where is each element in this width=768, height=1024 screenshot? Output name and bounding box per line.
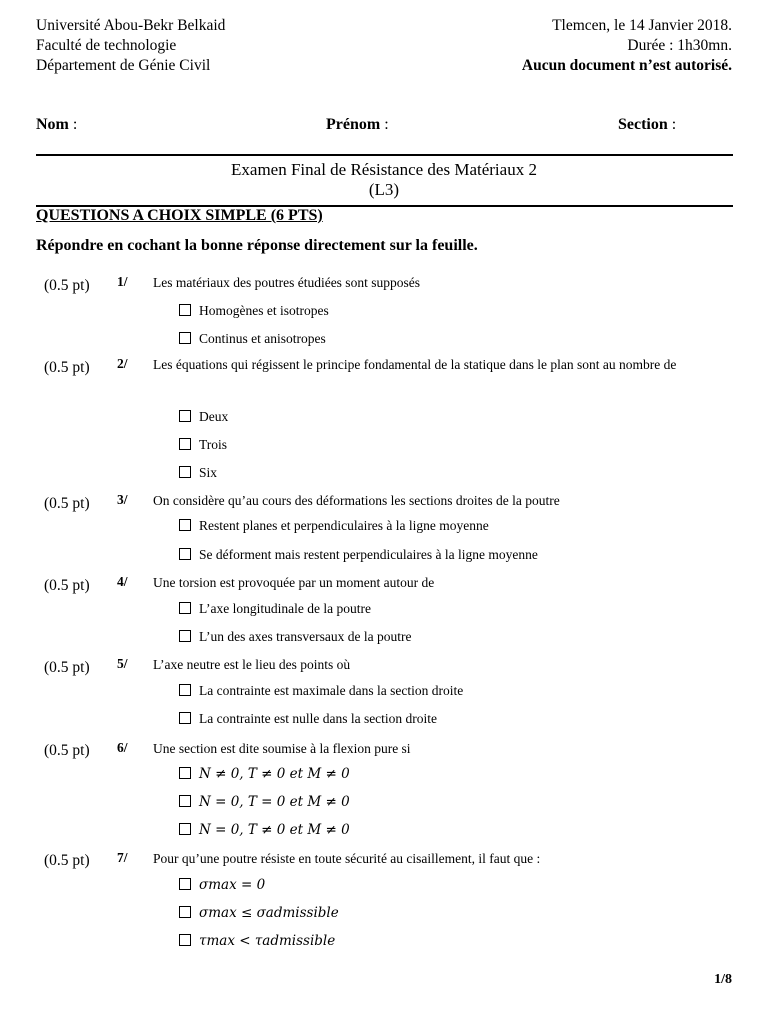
checkbox-icon[interactable] xyxy=(179,795,191,807)
checkbox-icon[interactable] xyxy=(179,304,191,316)
checkbox-icon[interactable] xyxy=(179,684,191,696)
checkbox-icon[interactable] xyxy=(179,630,191,642)
checkbox-icon[interactable] xyxy=(179,823,191,835)
question-number: 6/ xyxy=(117,740,128,755)
department-name: Département de Génie Civil xyxy=(36,57,211,74)
question-number: 4/ xyxy=(117,574,128,589)
faculty-name: Faculté de technologie xyxy=(36,37,177,54)
question-text: L’axe neutre est le lieu des points où xyxy=(153,657,351,672)
checkbox-icon[interactable] xyxy=(179,934,191,946)
checkbox-icon[interactable] xyxy=(179,906,191,918)
section-heading: QUESTIONS A CHOIX SIMPLE (6 PTS) xyxy=(36,207,323,224)
option-checkbox[interactable]: σmax ≤ σadmissible xyxy=(179,905,339,921)
university-name: Université Abou-Bekr Belkaid xyxy=(36,17,226,34)
question-points: (0.5 pt) xyxy=(44,359,90,376)
question-points: (0.5 pt) xyxy=(44,577,90,594)
question-points: (0.5 pt) xyxy=(44,659,90,676)
exam-title: Examen Final de Résistance des Matériaux 2 (L3) xyxy=(231,160,537,199)
option-checkbox[interactable]: La contrainte est nulle dans la section droite xyxy=(179,711,437,727)
question-text: Les matériaux des poutres étudiées sont supposés xyxy=(153,275,420,290)
checkbox-icon[interactable] xyxy=(179,332,191,344)
checkbox-icon[interactable] xyxy=(179,712,191,724)
option-checkbox[interactable]: τmax < τadmissible xyxy=(179,933,335,949)
header-exam-info xyxy=(522,16,732,76)
option-checkbox[interactable]: N ≠ 0, T ≠ 0 et M ≠ 0 xyxy=(179,766,350,782)
title-top-rule xyxy=(36,154,733,156)
option-checkbox[interactable]: σmax = 0 xyxy=(179,877,265,893)
documents-notice: Aucun document n’est autorisé. xyxy=(521,57,732,74)
option-checkbox[interactable]: L’axe longitudinale de la poutre xyxy=(179,601,371,617)
option-checkbox[interactable]: La contrainte est maximale dans la section droite xyxy=(179,683,463,699)
question-text: Les équations qui régissent le principe fondamental de la statique dans le plan sont au nombre de xyxy=(153,357,677,372)
question-text: Une torsion est provoquée par un moment autour de xyxy=(153,575,435,590)
nom-field[interactable]: Nom : xyxy=(36,116,78,133)
question-points: (0.5 pt) xyxy=(44,495,90,512)
checkbox-icon[interactable] xyxy=(179,466,191,478)
option-checkbox[interactable]: N = 0, T ≠ 0 et M ≠ 0 xyxy=(179,822,350,838)
question-number: 3/ xyxy=(117,492,128,507)
option-checkbox[interactable]: Deux xyxy=(179,409,228,425)
checkbox-icon[interactable] xyxy=(179,767,191,779)
prenom-label: Prénom xyxy=(326,116,381,133)
question-number: 2/ xyxy=(117,356,128,371)
question-points: (0.5 pt) xyxy=(44,852,90,869)
question-text: Une section est dite soumise à la flexion pure si xyxy=(153,741,411,756)
checkbox-icon[interactable] xyxy=(179,548,191,560)
section-field[interactable]: Section : xyxy=(618,116,677,133)
question-number: 5/ xyxy=(117,656,128,671)
section-label: Section xyxy=(618,116,668,133)
question-number: 7/ xyxy=(117,850,128,865)
prenom-field[interactable]: Prénom : xyxy=(326,116,389,133)
nom-label: Nom xyxy=(36,116,69,133)
option-checkbox[interactable]: Restent planes et perpendiculaires à la ligne moyenne xyxy=(179,518,489,534)
exam-date: Tlemcen, le 14 Janvier 2018. xyxy=(552,17,732,34)
header-institution xyxy=(36,16,225,76)
option-checkbox[interactable]: L’un des axes transversaux de la poutre xyxy=(179,629,411,645)
option-checkbox[interactable]: Homogènes et isotropes xyxy=(179,303,329,319)
checkbox-icon[interactable] xyxy=(179,602,191,614)
page-number: 1/8 xyxy=(714,972,732,987)
exam-duration: Durée : 1h30mn. xyxy=(627,37,732,54)
question-points: (0.5 pt) xyxy=(44,277,90,294)
option-checkbox[interactable]: Se déforment mais restent perpendiculaires à la ligne moyenne xyxy=(179,547,538,563)
option-checkbox[interactable]: N = 0, T = 0 et M ≠ 0 xyxy=(179,794,350,810)
question-text: On considère qu’au cours des déformations les sections droites de la poutre xyxy=(153,493,560,508)
question-number: 1/ xyxy=(117,274,128,289)
option-checkbox[interactable]: Continus et anisotropes xyxy=(179,331,326,347)
option-checkbox[interactable]: Trois xyxy=(179,437,227,453)
checkbox-icon[interactable] xyxy=(179,519,191,531)
question-text: Pour qu’une poutre résiste en toute sécurité au cisaillement, il faut que : xyxy=(153,851,541,866)
instruction-text: Répondre en cochant la bonne réponse directement sur la feuille. xyxy=(36,237,478,254)
option-checkbox[interactable]: Six xyxy=(179,465,217,481)
checkbox-icon[interactable] xyxy=(179,438,191,450)
checkbox-icon[interactable] xyxy=(179,878,191,890)
question-points: (0.5 pt) xyxy=(44,742,90,759)
checkbox-icon[interactable] xyxy=(179,410,191,422)
